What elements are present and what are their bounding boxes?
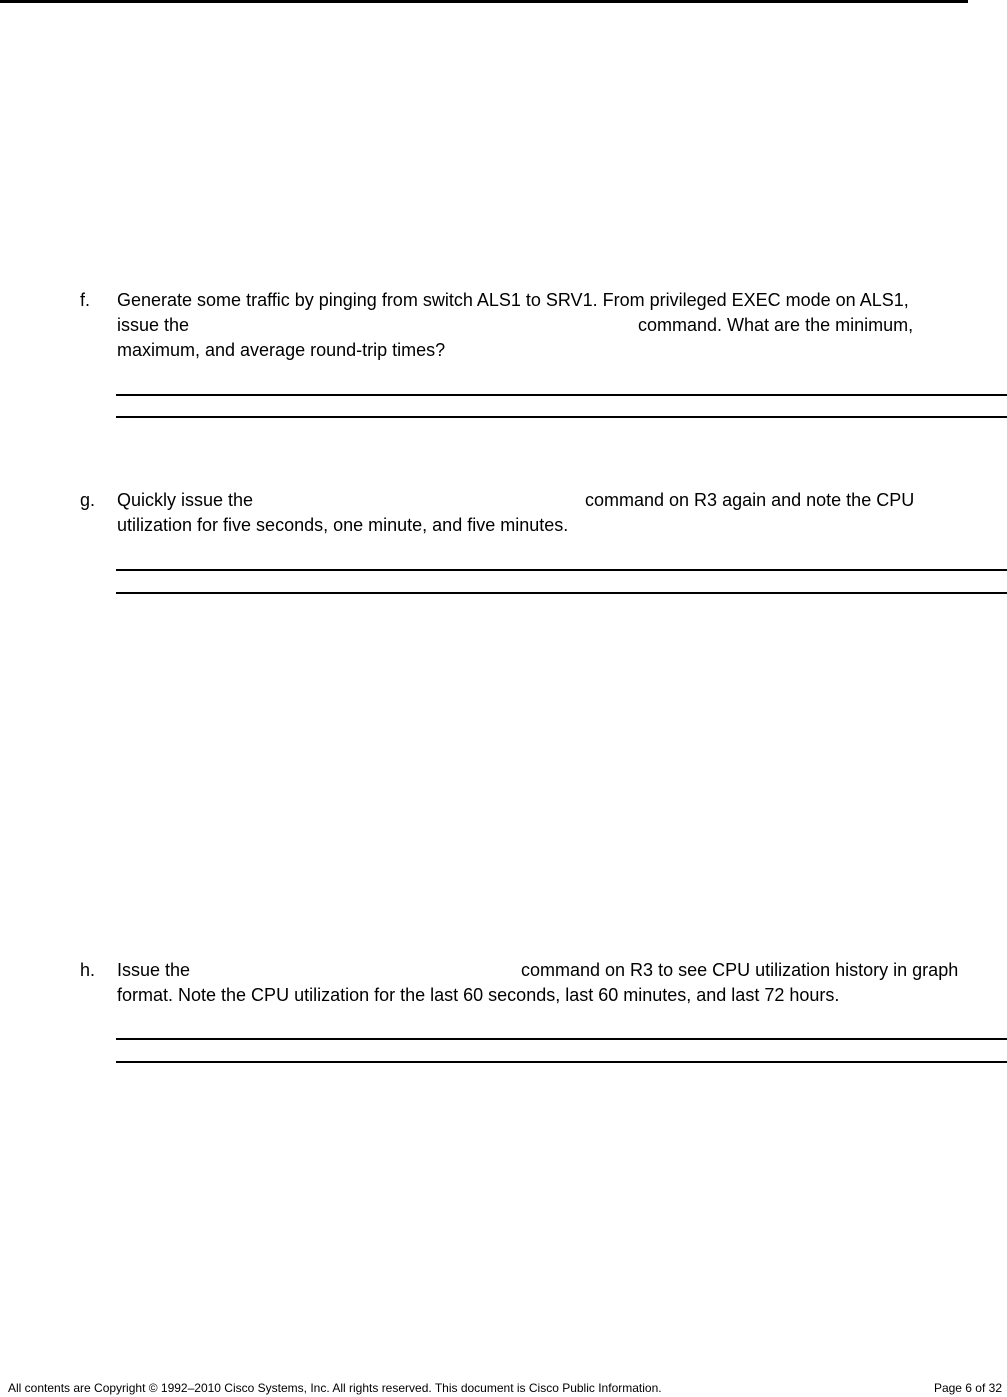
answer-line[interactable] bbox=[116, 394, 1007, 396]
answer-line[interactable] bbox=[116, 416, 1007, 418]
answer-line[interactable] bbox=[116, 1061, 1007, 1063]
step-text-line: maximum, and average round-trip times? bbox=[117, 340, 446, 360]
step-text-line-continued: command. What are the minimum, bbox=[638, 315, 914, 335]
step-text-line: format. Note the CPU utilization for the last 60 seconds, last 60 minutes, and last 72 hours. bbox=[117, 985, 840, 1005]
footer-page-number: Page 6 of 32 bbox=[933, 1381, 1002, 1395]
step-text-line: Quickly issue the bbox=[117, 490, 254, 510]
step-letter: f. bbox=[80, 290, 91, 310]
header-rule bbox=[0, 0, 968, 3]
answer-line[interactable] bbox=[116, 1038, 1007, 1040]
step-text-line-continued: command on R3 again and note the CPU bbox=[585, 490, 915, 510]
step-letter: g. bbox=[80, 490, 96, 510]
step-text-line: Issue the bbox=[117, 960, 191, 980]
step-text-line: issue the bbox=[117, 315, 190, 335]
footer-copyright: All contents are Copyright © 1992–2010 Cisco Systems, Inc. All rights reserved. This document is Cisco Public Information. bbox=[8, 1381, 662, 1395]
step-text-line-continued: command on R3 to see CPU utilization history in graph bbox=[521, 960, 959, 980]
step-text-line: utilization for five seconds, one minute, and five minutes. bbox=[117, 515, 569, 535]
step-h bbox=[80, 958, 1007, 1013]
step-text-line: Generate some traffic by pinging from switch ALS1 to SRV1. From privileged EXEC mode on ALS1, bbox=[117, 290, 909, 310]
step-f bbox=[80, 288, 1007, 368]
answer-line[interactable] bbox=[116, 592, 1007, 594]
answer-line[interactable] bbox=[116, 569, 1007, 571]
step-g bbox=[80, 488, 1007, 543]
step-letter: h. bbox=[80, 960, 96, 980]
